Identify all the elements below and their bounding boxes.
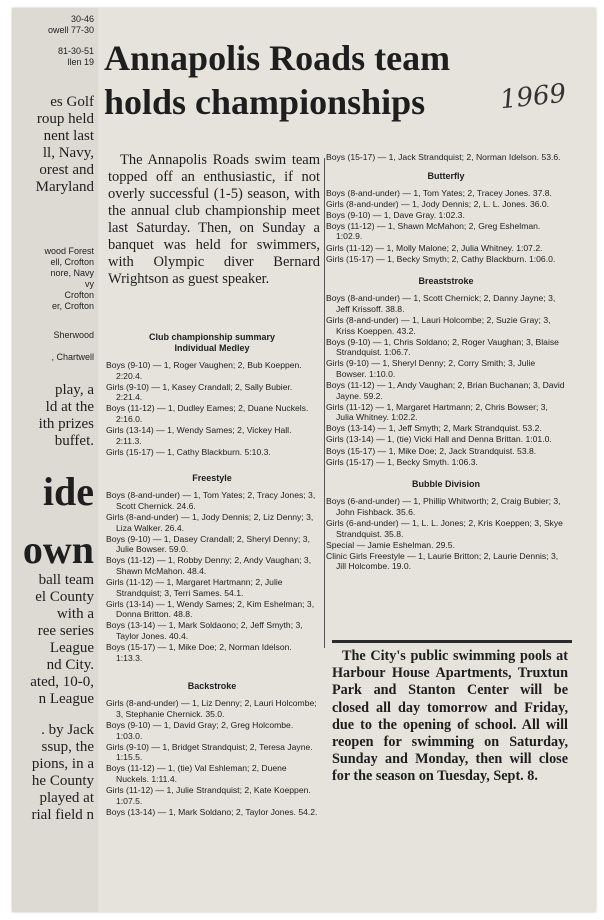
result-entry: Boys (8-and-under) — 1, Scott Chernick; 2, Danny Jayne; 3, Jeff Krissoff. 38.8.: [326, 293, 556, 314]
result-entry: Girls (15-17) — 1, Becky Smyth. 1:06.3.: [326, 456, 478, 467]
summary-heading: Club championship summary: [148, 332, 276, 342]
fragment-line: pions, in a: [31, 756, 94, 772]
fragment-line: ith prizes: [38, 416, 94, 432]
fragment-line: ell, Crofton: [50, 257, 94, 267]
result-entry: Girls (9-10) — 1, Bridget Strandquist; 2, Teresa Jayne. 1:15.5.: [106, 741, 313, 763]
fragment-line: League: [49, 640, 94, 656]
result-entry: Girls (8-and-under) — 1, Jody Dennis; 2, L. L. Jones. 36.0.: [326, 198, 550, 209]
result-entry: Boys (9-10) — 1, Chris Soldano; 2, Roger Vaughan; 3, Blaise Strandquist. 1:06.7.: [326, 336, 559, 358]
article-intro: The Annapolis Roads swim team topped off an enthusiastic, if not overly successful (1-5) season, with the annual club championship meet last Saturday. Then, on Sunday a banquet was held for swimmers, with Olympic diver Bernard Wrightson as guest speaker.: [108, 152, 320, 287]
fragment-line: buffet.: [54, 433, 94, 449]
freestyle-results: [106, 490, 318, 663]
section-rule: [332, 640, 572, 643]
result-entry: Boys (11-12) — 1, Andy Vaughan; 2, Brian Buchanan; 3, David Jayne. 59.2.: [326, 380, 565, 401]
headline-line: Annapolis Roads team: [104, 38, 451, 78]
result-entry: Girls (8-and-under) — 1, Lauri Holcombe; 2, Suzie Gray; 3, Kriss Koeppen. 43.2.: [326, 314, 551, 336]
headline-line: holds championships: [104, 82, 426, 122]
result-entry: Girls (15-17) — 1, Cathy Blackburn. 5:10.3.: [106, 446, 271, 457]
result-entry: Boys (9-10) — 1, David Gray; 2, Greg Holcombe. 1:03.0.: [106, 720, 294, 741]
result-entry: Clinic Girls Freestyle — 1, Laurie Britton; 2, Laurie Dennis; 3, Jill Holcombe. 19.0.: [326, 550, 559, 572]
section-heading: Butterfly: [427, 170, 465, 181]
fragment-line: ld at the: [45, 399, 94, 415]
result-entry: Boys (11-12) — 1, (tie) Val Eshleman; 2, Duene Nuckels. 1:11.4.: [106, 763, 287, 784]
result-entry: Boys (13-14) — 1, Jeff Smyth; 2, Mark Strandquist. 53.2.: [326, 423, 542, 434]
result-entry: Boys (9-10) — 1, Dasey Crandall; 2, Sheryl Denny; 3, Julie Bowser. 59.0.: [106, 533, 310, 555]
fragment-line: n League: [38, 691, 94, 707]
result-entry: Boys (15-17) — 1, Jack Strandquist; 2, Norman Idelson. 53.6.: [326, 152, 561, 162]
fragment-line: es Golf: [50, 94, 94, 110]
fragment-line: with a: [56, 606, 94, 622]
fragment-line: ssup, the: [41, 739, 94, 755]
fragment-line: nent last: [43, 128, 94, 144]
fragment-line: ated, 10-0,: [30, 674, 94, 690]
butterfly-results: [326, 188, 566, 265]
fragment-line: , Chartwell: [51, 352, 94, 362]
breaststroke-results: [326, 293, 566, 467]
handwritten-year: 1969: [498, 78, 568, 116]
result-entry: Boys (9-10) — 1, Roger Vaughen; 2, Bub Koeppen. 2:20.4.: [106, 360, 302, 381]
section-heading: Breaststroke: [418, 276, 474, 287]
result-entry: Girls (13-14) — 1, (tie) Vicki Hall and Denna Brittan. 1:01.0.: [326, 434, 552, 445]
section-heading: Backstroke: [187, 681, 237, 692]
fragment-line: roup held: [36, 111, 94, 127]
fragment-line: Maryland: [35, 179, 94, 195]
fragment-line: ll, Navy,: [42, 145, 94, 161]
result-entry: Boys (9-10) — 1, Dave Gray. 1:02.3.: [326, 209, 465, 220]
result-entry: Boys (6-and-under) — 1, Phillip Whitworth; 2, Craig Bubier; 3, John Fishback. 35.6.: [326, 496, 561, 517]
result-entry: Girls (9-10) — 1, Sheryl Denny; 2, Corry Smith; 3, Julie Bowser. 1:10.0.: [326, 358, 536, 379]
result-entry: Boys (11-12) — 1, Dudley Eames; 2, Duane Nuckels. 2:16.0.: [106, 403, 309, 424]
fragment-line: ide: [42, 469, 94, 514]
continued-results: [326, 152, 566, 163]
fragment-line: llen 19: [67, 57, 94, 67]
result-entry: Girls (13-14) — 1, Wendy Sames; 2, Vickey Hall. 2:11.3.: [106, 425, 292, 446]
result-entry: Girls (8-and-under) — 1, Jody Dennis; 2, Liz Denny; 3, Liza Walker. 26.4.: [106, 512, 314, 533]
fragment-line: vy: [85, 279, 94, 289]
newspaper-clipping: [12, 8, 596, 912]
result-entry: Girls (13-14) — 1, Wendy Sames; 2, Kim Eshelman; 3, Donna Britton. 48.8.: [106, 598, 315, 620]
result-entry: Girls (11-12) — 1, Julie Strandquist; 2, Kate Koeppen. 1:07.5.: [106, 785, 311, 806]
im-results: [106, 360, 318, 457]
result-entry: Girls (6-and-under) — 1, L. L. Jones; 2, Kris Koeppen; 3, Skye Strandquist. 35.8.: [326, 517, 563, 539]
fragment-line: 30-46: [70, 14, 94, 24]
fragment-line: Sherwood: [53, 330, 94, 340]
summary-subheading: Individual Medley: [174, 343, 250, 353]
section-heading: Bubble Division: [411, 479, 480, 490]
fragment-line: owell 77-30: [47, 25, 94, 35]
fragment-line: Crofton: [64, 290, 94, 300]
result-entry: Boys (13-14) — 1, Mark Soldano; 2, Taylor Jones. 54.2.: [106, 806, 318, 817]
fragment-line: el County: [35, 589, 94, 605]
headline: [104, 36, 524, 124]
result-entry: Girls (11-12) — 1, Molly Malone; 2, Julia Whitney. 1:07.2.: [326, 242, 543, 253]
fragment-line: . by Jack: [41, 722, 94, 738]
result-entry: Boys (15-17) — 1, Mike Doe; 2, Norman Idelson. 1:13.3.: [106, 642, 292, 663]
fragment-line: nore, Navy: [50, 268, 94, 278]
result-entry: Girls (9-10) — 1, Kasey Crandall; 2, Sally Bubier. 2:21.4.: [106, 381, 293, 403]
column-divider: [324, 158, 325, 648]
fragment-line: own: [22, 527, 94, 572]
result-entry: Boys (11-12) — 1, Robby Denny; 2, Andy Vaughan; 3, Shawn McMahon. 48.4.: [106, 555, 312, 576]
result-entry: Boys (11-12) — 1, Shawn McMahon; 2, Greg Eshelman. 1:02.9.: [326, 220, 541, 242]
result-entry: Girls (11-12) — 1, Margaret Hartmann; 2, Chris Bowser; 3, Julia Whitney. 1:02.2.: [326, 401, 548, 423]
fragment-line: he County: [31, 773, 94, 789]
backstroke-results: [106, 698, 318, 817]
result-entry: Girls (11-12) — 1, Margaret Hartmann; 2, Julie Strandquist; 3, Terri Sames. 54.1.: [106, 577, 283, 598]
pool-closing-notice: The City's public swimming pools at Harbour House Apartments, Truxtun Park and Stanton Center will be closed all day tomorrow and Friday, due to the opening of school. All will reopen for swimming on Saturday, Sunday and Monday, then will close for the season on Tuesday, Sept. 8.: [332, 648, 568, 785]
fragment-line: play, a: [54, 382, 94, 398]
result-entry: Boys (8-and-under) — 1, Tom Yates; 2, Tracey Jones. 37.8.: [326, 187, 552, 198]
results-left-column: [106, 324, 318, 818]
results-right-column: [326, 152, 566, 572]
result-entry: Boys (13-14) — 1, Mark Soldaono; 2, Jeff Smyth; 3, Taylor Jones. 40.4.: [106, 620, 303, 642]
fragment-line: ball team: [38, 572, 94, 588]
fragment-line: nd City.: [46, 657, 94, 673]
fragment-line: wood Forest: [44, 246, 94, 256]
result-entry: Boys (15-17) — 1, Mike Doe; 2, Jack Strandquist. 53.8.: [326, 445, 537, 456]
result-entry: Special — Jamie Eshelman. 29.5.: [326, 539, 455, 550]
adjacent-column-fragment: [12, 8, 98, 912]
bubble-results: [326, 496, 566, 572]
fragment-line: ree series: [37, 623, 94, 639]
result-entry: Boys (8-and-under) — 1, Tom Yates; 2, Tracy Jones; 3, Scott Chernick. 24.6.: [106, 490, 316, 511]
section-heading: Freestyle: [192, 473, 232, 484]
fragment-line: orest and: [39, 162, 94, 178]
fragment-line: played at: [39, 790, 94, 806]
fragment-line: rial field n: [31, 807, 94, 823]
fragment-line: 81-30-51: [57, 46, 94, 56]
result-entry: Girls (8-and-under) — 1, Liz Denny; 2, Lauri Holcombe; 3, Stephanie Chernick. 35.0.: [106, 698, 317, 719]
fragment-line: er, Crofton: [51, 301, 94, 311]
result-entry: Girls (15-17) — 1, Becky Smyth; 2, Cathy Blackburn. 1:06.0.: [326, 253, 556, 264]
